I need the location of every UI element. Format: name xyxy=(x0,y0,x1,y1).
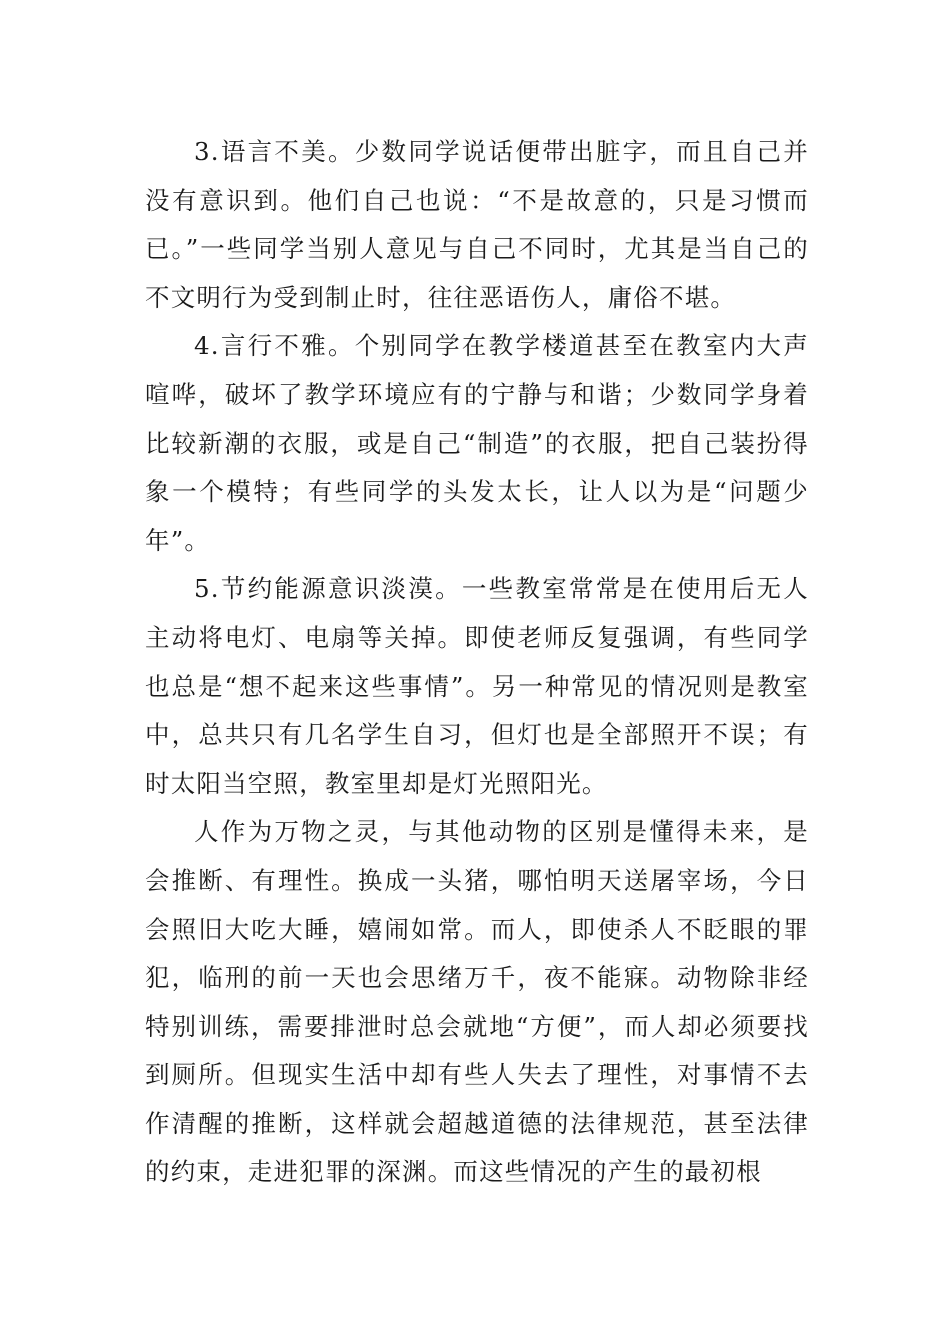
document-page xyxy=(145,128,809,1197)
paragraph-language: 3.语言不美。少数同学说话便带出脏字，而且自己并没有意识到。他们自己也说：“不是故意的，只是习惯而已。”一些同学当别人意见与自己不同时，尤其是当自己的不文明行为受到制止时，往往恶语伤人，庸俗不堪。 xyxy=(145,137,809,312)
paragraph-reason: 人作为万物之灵，与其他动物的区别是懂得未来，是会推断、有理性。换成一头猪，哪怕明天送屠宰场，今日会照旧大吃大睡，嬉闹如常。而人，即使杀人不眨眼的罪犯，临刑的前一天也会思绪万千，夜不能寐。动物除非经特别训练，需要排泄时总会就地“方便”，而人却必须要找到厕所。但现实生活中却有些人失去了理性，对事情不去作清醒的推断，这样就会超越道德的法律规范，甚至法律的约束，走进犯罪的深渊。而这些情况的产生的最初根 xyxy=(145,817,809,1187)
paragraph-energy-saving: 5.节约能源意识淡漠。一些教室常常是在使用后无人主动将电灯、电扇等关掉。即使老师反复强调，有些同学也总是“想不起来这些事情”。另一种常见的情况则是教室中，总共只有几名学生自习，但灯也是全部照开不误；有时太阳当空照，教室里却是灯光照阳光。 xyxy=(145,574,809,798)
paragraph-behavior: 4.言行不雅。个别同学在教学楼道甚至在教室内大声喧哗，破坏了教学环境应有的宁静与和谐；少数同学身着比较新潮的衣服，或是自己“制造”的衣服，把自己装扮得象一个模特；有些同学的头发太长，让人以为是“问题少年”。 xyxy=(145,331,809,555)
